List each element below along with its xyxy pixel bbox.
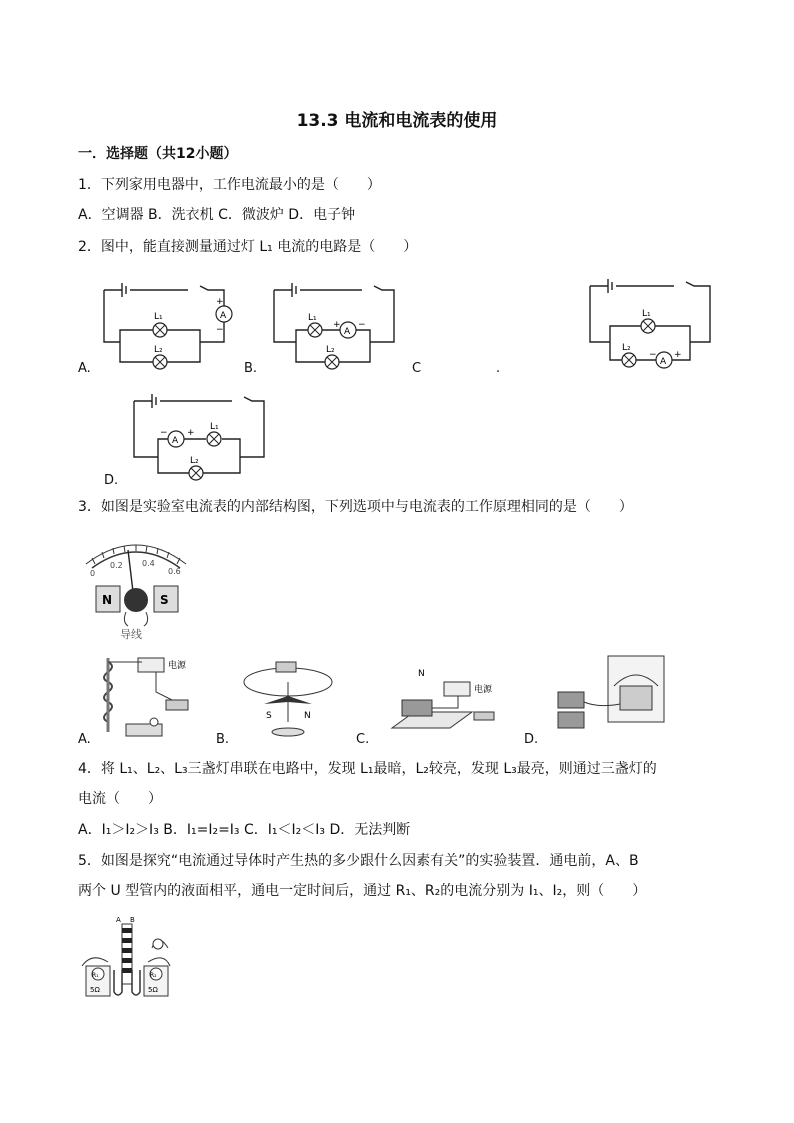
power-source-label: 电源 <box>474 685 493 695</box>
lamp-l1-label: L₁ <box>210 422 219 432</box>
option-label-b: B. <box>244 361 258 376</box>
magnet-n-label: N <box>102 593 113 607</box>
option-d-motor-figure <box>550 652 672 744</box>
question-5-stem-line-2: 两个 U 型管内的液面相平，通电一定时间后，通过 R₁、R₂的电流分别为 I₁、I₂，则（ ） <box>78 883 647 899</box>
lamp-l1-label: L₁ <box>642 309 651 319</box>
q3-option-label-c: C. <box>356 732 370 747</box>
compass-s-label: S <box>266 711 272 721</box>
minus-sign: − <box>216 325 224 335</box>
ammeter-label: A <box>660 357 667 367</box>
wire-label: 导线 <box>120 628 142 640</box>
option-b-oersted-figure <box>240 652 336 744</box>
magnet-s-label: S <box>160 593 169 607</box>
ammeter-internal-figure <box>80 528 192 640</box>
tube-a-label: A <box>116 916 121 924</box>
question-4-stem-line-2: 电流（ ） <box>78 791 162 807</box>
q3-option-label-a: A. <box>78 732 91 747</box>
scale-mark-02: 0.2 <box>110 561 123 570</box>
magnet-n-label: N <box>418 669 425 679</box>
minus-sign: − <box>358 320 366 330</box>
tube-b-label: B <box>130 916 135 924</box>
option-label-d: D. <box>104 473 119 488</box>
lamp-l1-label: L₁ <box>154 312 163 322</box>
circuit-diagram-d <box>130 393 270 489</box>
ammeter-label: A <box>220 311 227 321</box>
minus-sign: − <box>649 350 657 360</box>
circuit-diagram-a <box>100 282 240 377</box>
circuit-diagram-c <box>586 278 716 374</box>
option-label-c: C <box>412 361 422 376</box>
section-heading: 一．选择题（共12小题） <box>78 146 238 162</box>
question-3-stem: 3．如图是实验室电流表的内部结构图，下列选项中与电流表的工作原理相同的是（ ） <box>78 499 633 515</box>
heat-experiment-figure <box>78 912 182 1000</box>
lamp-l2-label: L₂ <box>326 345 335 355</box>
option-a-electromagnet-figure <box>96 652 196 744</box>
lamp-l1-label: L₁ <box>308 313 317 323</box>
question-1-stem: 1．下列家用电器中，工作电流最小的是（ ） <box>78 177 381 193</box>
resistor-r2-label: R₂ <box>150 972 157 979</box>
plus-sign: + <box>674 350 682 360</box>
resistor-r1-value: 5Ω <box>90 986 100 994</box>
lamp-l2-label: L₂ <box>190 456 199 466</box>
resistor-r2-value: 5Ω <box>148 986 158 994</box>
lamp-l2-label: L₂ <box>622 343 631 353</box>
minus-sign: − <box>160 428 168 438</box>
question-2-stem: 2．图中，能直接测量通过灯 L₁ 电流的电路是（ ） <box>78 239 418 255</box>
q3-option-label-d: D. <box>524 732 539 747</box>
plus-sign: + <box>333 320 341 330</box>
scale-mark-06: 0.6 <box>168 567 181 576</box>
power-source-label: 电源 <box>168 661 187 671</box>
question-4-stem-line-1: 4．将 L₁、L₂、L₃三盏灯串联在电路中，发现 L₁最暗，L₂较亮，发现 L₃最亮，则通过三盏灯的 <box>78 761 657 777</box>
plus-sign: + <box>216 297 224 307</box>
option-c-generator-figure <box>384 652 504 744</box>
question-5-stem-line-1: 5．如图是探究“电流通过导体时产生热的多少跟什么因素有关”的实验装置．通电前，A、B <box>78 853 639 869</box>
circuit-diagram-b <box>270 282 405 377</box>
resistor-r1-label: R₁ <box>92 972 99 979</box>
scale-mark-0: 0 <box>90 569 96 578</box>
option-label-dot: . <box>496 361 501 376</box>
q3-option-label-b: B. <box>216 732 230 747</box>
ammeter-label: A <box>172 436 179 446</box>
lamp-l2-label: L₂ <box>154 345 163 355</box>
scale-mark-04: 0.4 <box>142 559 155 568</box>
option-label-a: A. <box>78 361 91 376</box>
compass-n-label: N <box>304 711 311 721</box>
ammeter-label: A <box>344 327 351 337</box>
plus-sign: + <box>187 428 195 438</box>
question-1-options: A．空调器 B．洗衣机 C．微波炉 D．电子钟 <box>78 207 356 223</box>
question-4-options: A．I₁＞I₂＞I₃ B．I₁=I₂=I₃ C．I₁＜I₂＜I₃ D．无法判断 <box>78 822 411 838</box>
page-title: 13.3 电流和电流表的使用 <box>296 111 498 131</box>
